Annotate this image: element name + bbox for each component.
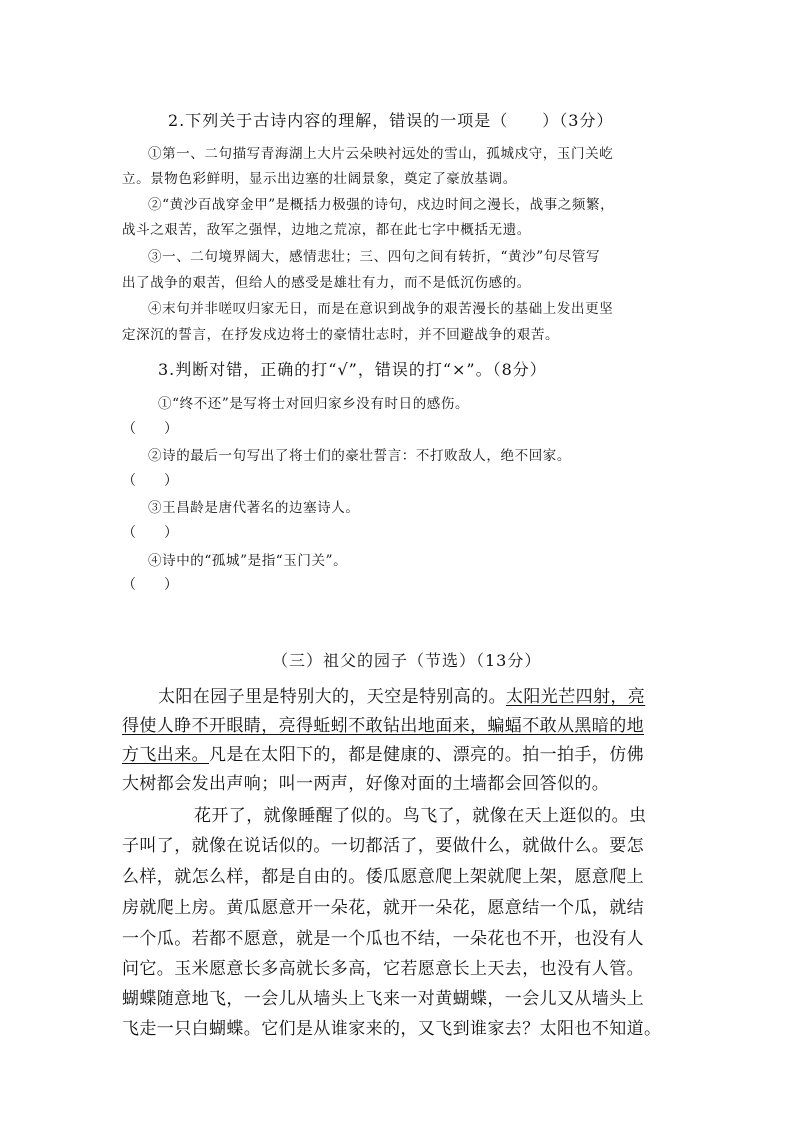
q2-option-1-line-2: 立。景物色彩鲜明，显示出边塞的壮阔景象，奠定了豪放基调。: [122, 171, 517, 187]
passage-p2-line-7: 蝴蝶随意地飞，一会儿从墙头上飞来一对黄蝴蝶，一会儿又从墙头上: [122, 989, 644, 1009]
passage-underlined-sentence: 太阳光芒四射，亮: [506, 687, 646, 707]
passage-p1-text-cont: 凡是在太阳下的，都是健康的、漂亮的。拍一拍手，仿佛: [209, 745, 644, 765]
q2-option-3-line-1: ③一、二句境界阔大，感情悲壮；三、四句之间有转折，“黄沙”句尽管写: [148, 249, 601, 265]
passage-p2-line-5: 一个瓜。若都不愿意，就是一个瓜也不结，一朵花也不开，也没有人: [122, 929, 644, 949]
passage-p1-line-4: 大树都会发出声响；叫一两声，好像对面的土墙都会回答似的。: [122, 774, 610, 794]
q3-answer-blank-1[interactable]: （ ）: [122, 421, 178, 437]
passage-p2-line-8: 飞走一只白蝴蝶。它们是从谁家来的，又飞到谁家去？太阳也不知道。: [122, 1019, 662, 1039]
q3-item-3: ③王昌龄是唐代著名的边塞诗人。: [148, 500, 360, 516]
q2-option-2-line-1: ②“黄沙百战穿金甲”是概括力极强的诗句，戍边时间之漫长，战事之频繁，: [148, 197, 615, 213]
q2-option-4-line-1: ④末句并非嗟叹归家无日，而是在意识到战争的艰苦漫长的基础上发出更坚: [148, 301, 614, 317]
q3-answer-blank-4[interactable]: （ ）: [122, 577, 178, 593]
passage-p1-line-1: [158, 682, 645, 707]
q3-item-2: ②诗的最后一句写出了将士们的豪壮誓言：不打败敌人，绝不回家。: [148, 448, 571, 464]
passage-underlined-end: 方飞出来。: [122, 745, 209, 765]
passage-p2-line-2: 子叫了，就像在说话似的。一切都活了，要做什么，就做什么。要怎: [122, 836, 644, 856]
q3-answer-blank-3[interactable]: （ ）: [122, 525, 178, 541]
q3-answer-blank-2[interactable]: （ ）: [122, 473, 178, 489]
passage-p2-line-1: 花开了，就像睡醒了似的。鸟飞了，就像在天上逛似的。虫: [194, 806, 647, 826]
q2-title: 2.下列关于古诗内容的理解，错误的一项是（ ）（3分）: [168, 111, 614, 130]
q3-title: 3.判断对错，正确的打“√”，错误的打“×”。（8分）: [158, 360, 547, 379]
passage-p1-text: 太阳在园子里是特别大的，天空是特别高的。: [158, 687, 506, 707]
q3-item-1: ①“终不还”是写将士对回归家乡没有时日的感伤。: [158, 396, 470, 412]
passage-p2-line-4: 房就爬上房。黄瓜愿意开一朵花，就开一朵花，愿意结一个瓜，就结: [122, 898, 644, 918]
passage-title: （三）祖父的园子（节选）（13分）: [272, 651, 542, 670]
passage-p2-line-3: 么样，就怎么样，都是自由的。倭瓜愿意爬上架就爬上架，愿意爬上: [122, 867, 644, 887]
q3-item-4: ④诗中的“孤城”是指“玉门关”。: [148, 553, 348, 569]
passage-p1-line-2: 得使人睁不开眼睛，亮得蚯蚓不敢钻出地面来，蝙蝠不敢从黑暗的地: [122, 716, 644, 736]
q2-option-2-line-2: 战斗之艰苦，敌军之强悍，边地之荒凉，都在此七字中概括无遗。: [122, 222, 531, 238]
q2-option-1-line-1: ①第一、二句描写青海湖上大片云朵映衬远处的雪山，孤城戍守，玉门关屹: [148, 146, 614, 162]
q2-option-3-line-2: 出了战争的艰苦，但给人的感受是雄壮有力，而不是低沉伤感的。: [122, 275, 531, 291]
passage-p2-line-6: 问它。玉米愿意长多高就长多高，它若愿意长上天去，也没有人管。: [122, 959, 644, 979]
passage-p1-line-3: [122, 740, 644, 765]
q2-option-4-line-2: 定深沉的誓言，在抒发戍边将士的豪情壮志时，并不回避战争的艰苦。: [122, 327, 560, 343]
